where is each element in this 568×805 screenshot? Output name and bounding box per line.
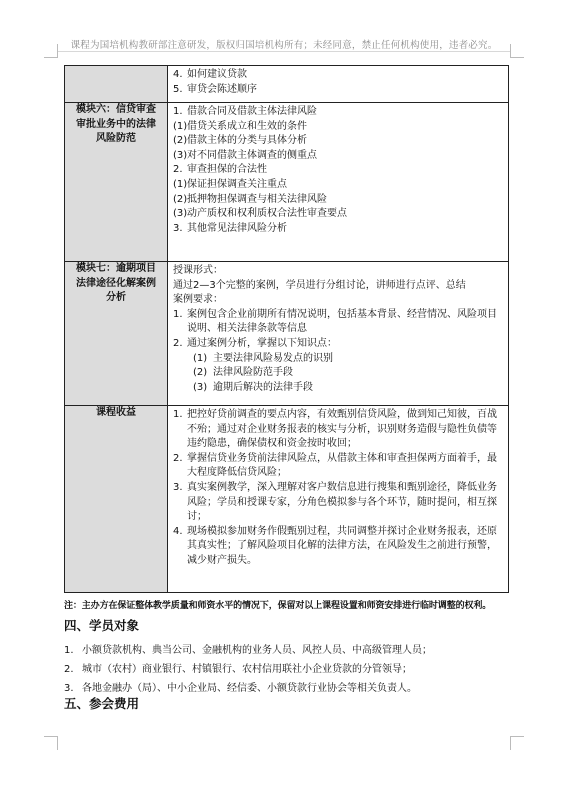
content-line xyxy=(173,452,504,481)
item-number: 4. xyxy=(173,69,183,80)
content-line xyxy=(173,408,504,452)
crop-mark-bottom-right xyxy=(510,736,524,750)
content-line xyxy=(173,481,504,525)
content-line xyxy=(173,120,504,135)
item-text: 其他常见法律风险分析 xyxy=(187,222,287,234)
crop-mark-top-left xyxy=(44,44,58,58)
audience-item: 2. 城市（农村）商业银行、村镇银行、农村信用联社小企业贷款的分管领导； xyxy=(64,664,412,675)
content-line xyxy=(173,83,504,98)
item-number: 3. xyxy=(173,481,183,493)
content-line xyxy=(173,207,504,222)
content-line xyxy=(173,381,504,396)
item-number: 4. xyxy=(173,525,183,537)
item-text: 把控好贷前调查的要点内容，有效甄别信贷风险，做到知己知彼，百战不殆；通过对企业财务报表的核实与分析，识别财务造假与隐性负债等违约隐患，确保债权和资金按时收回； xyxy=(187,409,497,450)
module-content-cell xyxy=(168,262,509,406)
item-text: 通过2—3个完整的案例，学员进行分组讨论，讲师进行点评、总结 xyxy=(173,279,466,291)
audience-item: 3. 各地金融办（局）、中小企业局、经信委、小额贷款行业协会等相关负责人。 xyxy=(64,683,417,694)
content-line xyxy=(173,149,504,164)
item-text: 掌握信贷业务贷前法律风险点，从借款主体和审查担保两方面着手，最大程度降低信贷风险； xyxy=(187,452,497,479)
item-text: 抵押物担保调查与相关法律风险 xyxy=(187,193,327,205)
content-line xyxy=(173,134,504,149)
content-line xyxy=(173,366,504,381)
module-title-cell: 课程收益 xyxy=(65,406,168,593)
item-text: 对不同借款主体调查的侧重点 xyxy=(187,149,317,161)
item-number: (1) xyxy=(173,120,188,132)
item-number: (1) xyxy=(193,352,208,364)
content-line xyxy=(173,264,504,279)
item-number: (3) xyxy=(173,208,188,220)
module-content-cell xyxy=(168,406,509,593)
item-number: 2. xyxy=(173,164,183,176)
item-text: 借款主体的分类与具体分析 xyxy=(187,135,307,147)
content-line xyxy=(173,337,504,352)
item-number: (3) xyxy=(173,149,188,161)
content-line xyxy=(173,163,504,178)
item-number: 1. xyxy=(173,308,183,320)
course-table xyxy=(64,65,509,593)
section-4-heading: 四、学员对象 xyxy=(64,618,140,633)
content-line xyxy=(173,222,504,237)
item-number: (2) xyxy=(193,367,208,379)
content-line xyxy=(173,525,504,569)
item-text: 借款合同及借款主体法律风险 xyxy=(187,106,317,117)
module-content-cell xyxy=(168,66,509,103)
item-number: 5. xyxy=(173,83,183,95)
item-text: 动产质权和权利质权合法性审查要点 xyxy=(187,208,347,220)
item-number: 1. xyxy=(173,106,183,117)
content-line xyxy=(173,293,504,308)
content-line xyxy=(173,193,504,208)
item-text: 通过案例分析，掌握以下知识点： xyxy=(187,337,337,349)
section-5-heading: 五、参会费用 xyxy=(64,696,140,711)
item-number: 2. xyxy=(173,337,183,349)
content-line xyxy=(173,105,504,120)
item-number: (3) xyxy=(193,381,208,393)
module-title-cell: 模块七：逾期项目法律途径化解案例分析 xyxy=(65,262,168,406)
item-text: 现场模拟参加财务作假甄别过程，共同调整并探讨企业财务报表，还原其真实性；了解风险项目化解的法律方法，在风险发生之前进行预警，减少财产损失。 xyxy=(187,525,497,566)
content-line xyxy=(173,68,504,83)
table-row xyxy=(65,66,509,103)
item-text: 逾期后解决的法律手段 xyxy=(213,381,313,393)
item-number: 1. xyxy=(173,409,183,420)
organizer-note: 注：主办方在保证整体教学质量和师资水平的情况下，保留对以上课程设置和师资安排进行临时调整的权利。 xyxy=(64,601,492,611)
item-text: 审查担保的合法性 xyxy=(187,164,267,176)
item-text: 主要法律风险易发点的识别 xyxy=(213,352,333,364)
item-text: 法律风险防范手段 xyxy=(213,367,293,379)
content-line xyxy=(173,352,504,367)
module-content-cell xyxy=(168,103,509,262)
header-divider xyxy=(58,51,510,52)
audience-item: 1. 小额贷款机构、典当公司、金融机构的业务人员、风控人员、中高级管理人员； xyxy=(64,645,432,656)
item-number: (1) xyxy=(173,178,188,190)
item-text: 案例要求： xyxy=(173,294,223,306)
content-line xyxy=(173,178,504,193)
item-number: 2. xyxy=(173,452,183,464)
content-line xyxy=(173,279,504,294)
item-text: 保证担保调查关注重点 xyxy=(187,178,287,190)
item-text: 如何建议贷款 xyxy=(187,69,247,80)
crop-mark-top-right xyxy=(510,44,524,58)
item-text: 借贷关系成立和生效的条件 xyxy=(187,120,307,132)
module-title-cell xyxy=(65,66,168,103)
item-text: 真实案例教学，深入理解对客户数信息进行搜集和甄别途径，降低业务风险；学员和授课专家，分角色模拟参与各个环节，随时提问，相互探讨； xyxy=(187,481,497,523)
item-text: 案例包含企业前期所有情况说明，包括基本背景、经营情况、风险项目说明、相关法律条款等信息 xyxy=(187,308,497,335)
header-copyright-note: 课程为国培机构教研部注意研发，版权归国培机构所有；未经同意，禁止任何机构使用，违者必究。 xyxy=(70,40,498,51)
item-text: 审贷会陈述顺序 xyxy=(187,83,257,95)
item-number: (2) xyxy=(173,135,188,147)
table-row xyxy=(65,406,509,593)
item-number: 3. xyxy=(173,222,183,234)
item-number: (2) xyxy=(173,193,188,205)
module-title-cell: 模块六：信贷审查审批业务中的法律风险防范 xyxy=(65,103,168,262)
crop-mark-bottom-left xyxy=(44,736,58,750)
table-row xyxy=(65,262,509,406)
item-text: 授课形式： xyxy=(173,265,223,276)
table-row xyxy=(65,103,509,262)
content-line xyxy=(173,308,504,337)
